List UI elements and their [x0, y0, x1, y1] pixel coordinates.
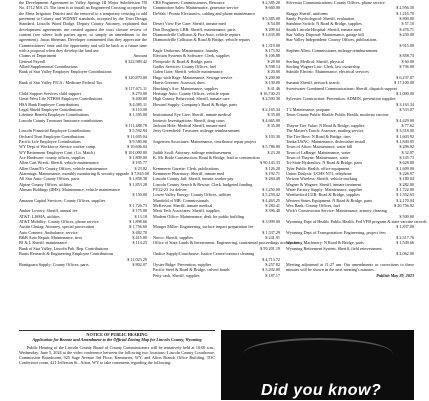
claim-amount: $ 2,170.04: [396, 197, 414, 203]
claim-amount: $ 1,756.60: [129, 224, 147, 230]
publish-date: Publish May 29, 2023: [376, 273, 414, 279]
claim-amount: $ 4,713.72: [262, 256, 280, 262]
claim-amount: $ 3,318.00: [396, 128, 414, 134]
claim-amount: $ 4,085.11: [129, 101, 147, 107]
claim-amount: $ 296.02: [399, 144, 414, 150]
minutes-column-3: [286, 0, 427, 279]
claim-amount: $ 1,898.66: [129, 219, 147, 225]
minutes-column-2: [153, 0, 300, 278]
notice-subtitle: Application for Rezone and Amendment to the Official Zoning Map for Lincoln County, Wyoming: [32, 337, 202, 343]
claim-amount: $ 150.00: [132, 192, 147, 198]
claim-description: WY Retirement Employer Cont. (Co. Match): [19, 149, 95, 155]
claim-amount: Amount: [133, 53, 147, 59]
claim-amount: $ 4,429.00: [396, 117, 414, 123]
claim-amount: $ 415.00: [132, 235, 147, 241]
claim-description: Star Valley Independent: County Offices, publications: [286, 37, 377, 43]
claim-description: Town of Thayne: Maintenance, water: [286, 154, 349, 160]
claim-amount: $ 3,202.00: [262, 267, 280, 273]
claim-description: Burns Research & Engineering Employee Contributions: [19, 251, 114, 257]
minutes-intro: the Development Agreement in Valley Springs III Major Subdivision TR No. 4712 MA 23. The item is to install an Engineered Crossing accepted by the Elma Irrigation District and the removal to a temporary crossing to add pavement to County and WDNRT standards, accepted by the Tract Design Standard. Lincoln Wood Dodge, Deputy County Attorney, explained that development agreements are created against the tract closure review of content (see where both parties agree, so simply an amendment to the agreement). Jason Sherman, Developer commented that they appreciate the Commissioners' time and the opportunity and will be back at a future time with a proposal when they develop the land use.: [19, 0, 147, 54]
claim-description: Lincoln Financial Employee Contributions: [19, 128, 91, 134]
claim-amount: $ 598.14: [265, 64, 280, 70]
claims-list: [153, 0, 300, 278]
claims-list: [19, 53, 147, 267]
claim-amount: $ 180.04: [399, 176, 414, 182]
claim-description: DeWalt / Pronto Electronics, cabling and phone maintenance: [153, 10, 255, 16]
claim-description: CBS Engineers: Commissioners, Resource: [153, 0, 225, 5]
claim-description: WY Dept of Workforce Service worker comp.: [19, 144, 97, 150]
claim-description: Tyler Public Health, office equipment: [286, 165, 350, 171]
claim-description: Bontiguara Supply: County Offices, parts: [19, 261, 89, 267]
claim-amount: $ 1,809.00: [129, 154, 147, 160]
claim-description: Fleetpride: & Road & Bridge, parts: [153, 58, 213, 64]
claim-amount: $ 54.00: [267, 21, 280, 27]
claim-description: Jorgensen Associates: Maintenance, courthouse repair project: [153, 138, 257, 144]
claim-description: General Payroll: [19, 58, 46, 64]
claim-description: Alarmtags: Maintenance, monthly monitoring & security upgrade: [19, 171, 130, 176]
claim-description: Town of LaBarge: Maintenance, water: [286, 149, 351, 155]
claim-description: Sterling Medical: Sheriff, physical: [286, 58, 344, 64]
claim-description: Bank of Star Valley, Lincoln Pub. Rep. Contributions: [19, 245, 109, 251]
claim-amount: $ 120,870.00: [125, 74, 147, 80]
claim-amount: $ 802.07: [132, 261, 147, 267]
claim-description: Legal Shield Employee Contributions: [19, 106, 83, 112]
claim-description: B&B Auto Repair, Maintenance, tires: [19, 235, 83, 241]
claim-amount: $ 23.02: [134, 165, 147, 171]
claim-amount: $ 13.10: [134, 213, 147, 219]
claim-description: Jerry Greenfield: Treasurer, mileage reimbursement: [153, 128, 240, 134]
claim-amount: $ 1,352.63: [396, 192, 414, 198]
claim-description: Allied Supplemental Contributions: [19, 64, 78, 70]
claim-description: Orchard Trust Employee Contributions: [19, 133, 85, 139]
claim-description: Skaggs Sheriff, uniforms: [286, 10, 328, 16]
claim-description: Merit Tech Associates: Sheriff, supplies: [153, 208, 220, 214]
claim-amount: $ 230.00: [399, 32, 414, 38]
claim-description: Sterling Wagner Law: Clerk, law ownership: [286, 64, 360, 70]
claim-amount: $ 57.10: [401, 21, 414, 27]
claim-amount: $ 60.00: [401, 58, 414, 64]
claim-amount: $ 16,740.23: [260, 90, 280, 96]
claim-amount: $ 2,956.50: [396, 5, 414, 11]
claim-amount: $ 241.91: [265, 235, 280, 241]
claim-amount: $ 533.07: [399, 106, 414, 112]
claim-description: Stephen Allen: Commissioner, mileage reimbursement: [286, 48, 378, 54]
claim-amount: $ 110.00: [132, 106, 147, 112]
claim-description: Monger Miller: Engineering, surface impact preparation fee: [153, 224, 254, 230]
claim-line: [19, 262, 147, 267]
claim-amount: $ 126.20: [265, 165, 280, 171]
claim-description: Wex Bank: County Offices, fuel: [286, 203, 340, 209]
claim-description: Don Dougherty LBR: Sheriff, maintenance, parts: [153, 26, 236, 32]
claim-description: Tri-State Hydraulics: N Road & Bridge, parts: [286, 160, 363, 166]
claim-amount: $ 5,786.00: [262, 144, 280, 150]
claim-description: Verizon Wireless: Sheriff, vehicle tracking: [286, 176, 358, 182]
claim-amount: $ 59,201.19: [260, 245, 280, 251]
claim-amount: $ 628.00: [399, 160, 414, 166]
claim-amount: $ 2,165.34: [262, 106, 280, 112]
claim-description: Hawking's Ace: Maintenance, supplies: [153, 85, 218, 91]
claim-description: Pacific Steel & Road & Bridge, culvert bands: [153, 267, 230, 273]
claim-description: Lincoln County Jail: Sheriff, inmate worker pay: [153, 176, 234, 182]
claim-description: Commodore Sales: Maintenance, generator service: [153, 5, 239, 11]
claim-description: HSA Bank Employee Contributions: [19, 101, 80, 107]
claim-description: Claims of Department: [19, 53, 57, 59]
claim-description: Great-West Life NTHSS Employee Contributions: [19, 96, 103, 102]
claim-description: Tonka/LWAC: Maintenance, dishwasher install: [286, 138, 366, 144]
public-hearing-notice: [19, 330, 215, 401]
claim-amount: $ 482.70: [132, 229, 147, 235]
claim-description: Austin Chuiag: Attorney, special prosecution: [19, 224, 95, 230]
claim-amount: $ 173.92: [265, 48, 280, 54]
claim-description: Wyoming Machinery: N Road & Bridge, parts: [286, 240, 364, 246]
claim-description: Wyoming Retirement System, Sheriff, field reinvestment: [286, 245, 382, 251]
claim-description: AT&T: LISMA, utilities: [19, 213, 60, 219]
claim-description: Thayne Tire Value: N Road & Bridge, supplies: [286, 122, 365, 128]
claim-amount: $ 187.17: [265, 272, 280, 278]
claim-description: Jackson Hole: Medical Sheriff, inmate med: [153, 122, 226, 128]
claim-amount: $ 1,840.05: [396, 138, 414, 144]
claim-amount: $ 101,000.00: [125, 149, 147, 155]
claim-description: Water Factory Supply: Maintenance, supplies: [286, 187, 363, 193]
claim-amount: $ 1,726.73: [129, 203, 147, 209]
claim-amount: $ 284.49: [265, 176, 280, 182]
claim-amount: $ 117,671.11: [125, 85, 147, 91]
claim-amount: $ 111,488.78: [125, 122, 147, 128]
claim-description: Child Support Services child support: [19, 90, 81, 96]
claim-amount: $ 2,500.30: [262, 96, 280, 102]
claim-description: Harris Greenes: Assessor, dues: [153, 80, 205, 86]
claim-description: Teton County Public Health: Public Health, moderna vaccine: [286, 112, 389, 118]
claim-description: FY22-23 1st deliver: [153, 187, 187, 193]
claim-amount: $ 322,989.42: [125, 58, 147, 64]
claim-amount: $ 192.71: [265, 171, 280, 176]
claim-amount: $ 77.62: [401, 122, 414, 128]
claim-description: Bank of Star Valley Employer Employee Contributions: [19, 69, 112, 75]
claim-description: Amazon Capital Services: County Offices, supplies: [19, 197, 106, 203]
claim-description: Office of State Lands & Investments, Engineering, continental proceedings account fee: [153, 240, 300, 246]
claim-description: Lincoln County Search & Rescue: Clerk, budgeted funding: [153, 181, 253, 187]
advertisement-banner: [221, 330, 414, 400]
claim-amount: $ 736.00: [399, 64, 414, 70]
claim-description: AT&T Mobility: County Offices, phone service: [19, 219, 99, 225]
claim-amount: $ 396.40: [265, 208, 280, 214]
claim-description: Diamondville Collision & Fire Auto, vehicle repairs: [153, 32, 241, 38]
claim-description: Alpine County Offices, utilities: [19, 181, 72, 187]
claim-amount: $ 1,549.66: [396, 240, 414, 246]
claim-description: Allen Cart Wreck: Sheriff, vehicle maintenance: [19, 160, 99, 166]
claim-amount: $ 1,000.00: [396, 90, 414, 96]
claim-amount: $ 1,837.00: [396, 224, 414, 230]
claim-amount: [427, 219, 429, 224]
claim-description: Heritage Auto: County Offices, vehicle repair: [153, 90, 230, 96]
claim-amount: $ 226.97: [399, 171, 414, 176]
claim-description: Sweetwater Combined Communications: Sheriff, dispatch support: [286, 85, 398, 91]
claim-amount: $ 1,395.00: [129, 112, 147, 118]
claim-description: The Tire Boss: N Road & Bridge, tires: [286, 133, 351, 139]
claim-amount: $ 9,580.00: [129, 138, 147, 144]
claim-amount: $ 800.00: [399, 16, 414, 22]
claim-description: Diamondville Collision & Road & Bridge, vehicle repairs: [153, 37, 250, 43]
claim-description: BJ & L Sheriff, maintenance: [19, 240, 68, 246]
claim-description: Lower Valley Energy: County Offices, utilities: [153, 192, 232, 198]
closing-paragraph: Meeting adjourned at 11:27 am. Our amendments or corrections to these minutes will be shown in the next meeting's minutes.: [286, 261, 414, 272]
claim-description: Intrinsic Investigations: Sheriff, drug court: [153, 117, 225, 123]
claim-description: Modern Office: Maintenance, desk for public building: [153, 213, 244, 219]
claim-description: Pacific Life Employee Contributions: [19, 138, 81, 144]
claim-amount: $ 858.74: [399, 53, 414, 59]
claim-amount: $ 4,665.00: [262, 117, 280, 123]
claim-amount: $ 915.00: [399, 42, 414, 48]
claim-amount: $ 35.00: [267, 122, 280, 128]
claim-amount: $ 114.25: [132, 240, 147, 246]
claim-line: [153, 273, 280, 278]
claim-description: Star Valley Disposal: Maintenance, garage bill: [286, 32, 364, 38]
claim-description: Howard Supply: Company's Road & Bridge, parts: [153, 101, 238, 107]
claim-description: Amber Lowery, Sheriff, annual fee: [19, 208, 78, 214]
claim-description: Ace Hardware: county offices, supplies: [19, 154, 86, 160]
claim-amount: $ 130.00: [265, 80, 280, 86]
claim-amount: $ 28.00: [267, 58, 280, 64]
claim-amount: $ 500.00: [399, 213, 414, 219]
claim-amount: $ 5,259.42: [262, 192, 280, 198]
claim-amount: $ 11,695.04: [127, 133, 147, 139]
claim-amount: $ 284.41: [265, 203, 280, 209]
notice-title: NOTICE OF PUBLIC HEARING: [86, 332, 148, 337]
claim-amount: $ 106.88: [265, 53, 280, 59]
claim-amount: $ 1,853.28: [129, 181, 147, 187]
claim-amount: $ 103.30: [265, 133, 280, 139]
claim-description: Desert View Eye Care: Sheriff, inmate med: [153, 21, 226, 27]
claim-amount: $ 195.77: [132, 160, 147, 166]
claim-amount: $ 175.00: [132, 208, 147, 214]
claim-description: K. Mc Bride Construction: Road & Bridge, lead to construction: [153, 154, 260, 160]
claim-amount: $ 200.00: [265, 74, 280, 80]
claim-amount: $ 1,216.70: [396, 10, 414, 16]
claim-amount: $ 11,023.29: [127, 256, 147, 262]
claim-amount: $ 32.87: [401, 149, 414, 155]
claim-description: Kemmerer Pharmacy: Sheriff, inmate med: [153, 171, 225, 176]
claim-amount: $ 145.73: [399, 154, 414, 160]
claim-description: Town of Afton: Maintenance, water bill: [286, 144, 353, 150]
claim-description: Weatherford LUB: Road & Bridge, supplies: [286, 192, 360, 198]
claim-description: Lifetime Benefit Employee Contributions: [19, 112, 89, 118]
claim-description: Subtitle Electric: Maintenance, electrical services: [286, 69, 369, 75]
claim-description: Summit Sheriff, network search: [286, 80, 340, 86]
claim-amount: $ 35.00: [267, 112, 280, 118]
claim-description: Eagle Uniforms: Maintenance, laundry: [153, 48, 219, 54]
minutes-column-1: [19, 0, 147, 267]
claim-description: Kemmerer Gazette: Clerk, publications: [153, 165, 219, 171]
claim-amount: $ 20.00: [267, 69, 280, 75]
claim-description: Ondice Supply/Courthouse: Justice Center/contract cleaning: [153, 251, 255, 257]
claim-amount: $ 17,100.00: [394, 80, 414, 86]
claim-description: Manifold of MB: Commissionals: [153, 197, 209, 203]
claim-description: Auto Connect: Ambulance, service: [19, 229, 78, 235]
claim-amount: $ 2,062.00: [396, 251, 414, 257]
claim-description: Norco: Sheriff, supplies: [153, 235, 194, 241]
claim-description: Silverstar Communications: County Offices, phone service: [286, 0, 385, 5]
swoosh-graphic: [243, 338, 393, 370]
claim-description: Wyoming Dept of Transportation: Engineering, project fees: [286, 229, 386, 235]
claim-amount: $ 2,317.76: [396, 235, 414, 241]
claim-description: Bank of Star Valley FICA / Medicare Federal Tax: [19, 80, 103, 86]
claim-amount: $ 3,999.00: [262, 219, 280, 225]
claim-description: Union Dialysis: UCHS NT1, telephone: [286, 171, 352, 176]
claim-description: McKesson: Sheriff, inmate medical: [153, 203, 213, 209]
claim-description: Judith Scull: Attorney, mileage reimbursement: [153, 149, 231, 155]
claim-amount: $ 1,858.38: [129, 176, 147, 182]
claim-amount: $ 257.82: [265, 261, 280, 267]
claim-description: Election Systems & Software: Clerk, supplies: [153, 53, 230, 59]
claim-description: Wagner & Wagner: Sheriff, inmate treatment: [286, 181, 362, 187]
claim-description: The Master's Touch: Assessor, mailing service: [286, 128, 364, 134]
claim-description: Smith Lincoln Hospital: Sheriff, inmate med: [286, 26, 361, 32]
claim-amount: $ 23.20: [267, 149, 280, 155]
claim-description: Allen Ozan/E's County Offices, vehicle maintenance: [19, 165, 108, 171]
claim-description: Sunshine Switch: N Road & Bridge, supplies: [286, 21, 362, 27]
claim-amount: $ 7,845.00: [131, 171, 149, 176]
claim-amount: $ 6,237.07: [396, 74, 414, 80]
claim-amount: $ 1,722.00: [396, 187, 414, 193]
claim-description: Institutional Eye Care: Sheriff, inmate medical: [153, 112, 232, 118]
claim-description: Western States Equipment: N Road & Bridge, parts: [286, 197, 373, 203]
claim-amount: $ 20,756.02: [394, 203, 414, 209]
claim-description: Oyster Ridge: Prevention, supplies: [153, 261, 212, 267]
claim-amount: $ 4,463.25: [262, 197, 280, 203]
claim-description: Galen Gore: Sheriff, vehicle maintenance: [153, 69, 223, 75]
claim-description: Wick's Construction Service: Maintenance, armory cleaning: [286, 208, 387, 214]
claim-amount: $ 10,606.04: [127, 144, 147, 150]
claim-description: Sandy Psychological: Sheriff, evaluation: [286, 16, 355, 22]
notice-body: Public Hearing of the Lincoln County Board of County Commissioners will be tentatively held at 10:00 a.m., Wednesday, June 5, 2024 at the video conference between the following two locations: Lincoln County Courthouse, Commission Boardroom, 925 Sage Avenue 3rd Floor, Kemmerer, WY; and Afton Branch Office Building, TOC Conference room, 421 Jefferson St., Afton, WY to take comments regarding the following:: [19, 344, 215, 366]
claim-amount: $ 1,319.00: [262, 42, 280, 48]
claim-description: Altman Holdings (IIHS): Maintenance, vehicle maintenance: [19, 187, 121, 193]
claim-amount: $ 1,635.00: [262, 32, 280, 38]
claim-description: Lincoln County Treasurer Insurance contributions: [19, 117, 103, 123]
claim-amount: $ 476.71: [399, 26, 414, 32]
claim-amount: $ 2,385.20: [262, 0, 280, 5]
claim-description: All Star Auto: County Offices, parts: [19, 176, 80, 182]
claim-description: Wyoming Dept of Health: Public Health, Fed VFB program & state vaccine records: [286, 219, 427, 225]
claim-amount: $ 1,609.00: [396, 165, 414, 171]
claim-amount: $ 3,163.34: [396, 101, 414, 107]
claim-description: Sylvester Construction: Prevention; ADMIN, prevention supplies: [286, 96, 396, 102]
claims-list: [286, 0, 427, 257]
claim-amount: $ 5,385.00: [262, 16, 280, 22]
claim-description: Gadler Services: County Offices, fuel: [153, 64, 217, 70]
claim-amount: $ 3,250.00: [262, 187, 280, 193]
claim-description: High County Behavioral: Sheriff, inmate care: [153, 96, 230, 102]
claim-amount: $ 5,592.94: [129, 128, 147, 134]
claim-description: Hugo with Rage: Maintenance, Sewage service: [153, 74, 233, 80]
claim-amount: $ 41.46: [267, 85, 280, 91]
claim-amount: $ 90,143.33: [260, 160, 280, 166]
claim-amount: $ 282.00: [399, 181, 414, 187]
claim-amount: $ 1,537.29: [262, 229, 280, 235]
ad-headline: Did you know?: [261, 382, 382, 399]
claim-amount: $ 660.00: [265, 5, 280, 11]
claim-description: T 2 Maintenance, propane: [286, 106, 330, 112]
claim-amount: $ 270.00: [132, 90, 147, 96]
claim-amount: $ 400.00: [132, 96, 147, 102]
claim-amount: $ 209.64: [265, 26, 280, 32]
claim-amount: $ 1,603.92: [396, 133, 414, 139]
claim-description: Petty cash, Sheriff, supplies: [153, 272, 200, 278]
